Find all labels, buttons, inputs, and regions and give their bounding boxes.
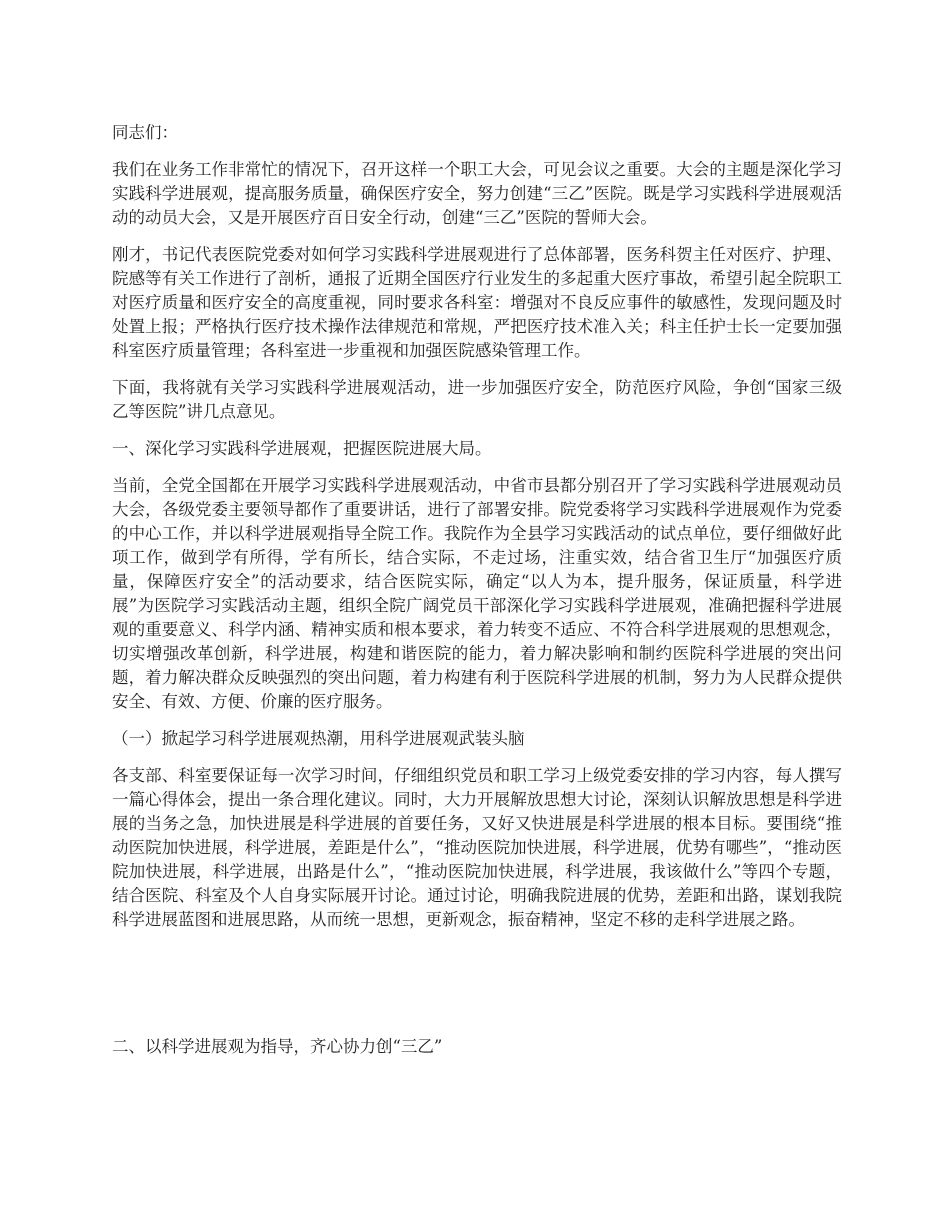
subsection-heading-1: （一）掀起学习科学进展观热潮，用科学进展观武装头脑 bbox=[112, 729, 525, 748]
intro-paragraph: 我们在业务工作非常忙的情况下，召开这样一个职工大会，可见会议之重要。大会的主题是深化学习实践科学进展观，提高服务质量，确保医疗安全，努力创建“三乙”医院。既是学习实践科学进展观活动的动员大会，又是开展医疗百日安全行动，创建“三乙”医院的誓师大会。 bbox=[112, 160, 842, 227]
section-1-paragraph: 当前，全党全国都在开展学习实践科学进展观活动，中省市县都分别召开了学习实践科学进展观动员大会，各级党委主要领导都作了重要讲话，进行了部署安排。院党委将学习实践科学进展观作为党委的中心工作，并以科学进展观指导全院工作。我院作为全县学习实践活动的试点单位，要仔细做好此项工作，做到学有所得，学有所长，结合实际，不走过场，注重实效，结合省卫生厅“加强医疗质量，保障医疗安全”的活动要求，结合医院实际，确定“以人为本，提升服务，保证质量，科学进展”为医院学习实践活动主题，组织全院广阔党员干部深化学习实践科学进展观，准确把握科学进展观的重要意义、科学内涵、精神实质和根本要求，着力转变不适应、不符合科学进展观的思想观念，切实增强改革创新，科学进展，构建和谐医院的能力，着力解决影响和制约医院科学进展的突出问题，着力解决群众反映强烈的突出问题，着力构建有利于医院科学进展的机制，努力为人民群众提供安全、有效、方便、价廉的医疗服务。 bbox=[112, 476, 842, 711]
document-body bbox=[112, 121, 842, 1072]
summary-paragraph: 刚才，书记代表医院党委对如何学习实践科学进展观进行了总体部署，医务科贺主任对医疗、护理、院感等有关工作进行了剖析，通报了近期全国医疗行业发生的多起重大医疗事故，希望引起全院职工对医疗质量和医疗安全的高度重视，同时要求各科室：增强对不良反应事件的敏感性，发现问题及时处置上报；严格执行医疗技术操作法律规范和常规，严把医疗技术准入关；科主任护士长一定要加强科室医疗质量管理；各科室进一步重视和加强医院感染管理工作。 bbox=[112, 245, 842, 360]
section-heading-1: 一、深化学习实践科学进展观，把握医院进展大局。 bbox=[112, 439, 492, 458]
subsection-1-paragraph: 各支部、科室要保证每一次学习时间，仔细组织党员和职工学习上级党委安排的学习内容，每人撰写一篇心得体会，提出一条合理化建议。同时，大力开展解放思想大讨论，深刻认识解放思想是科学进展的当务之急，加快进展是科学进展的首要任务，又好又快进展是科学进展的根本目标。要围绕“推动医院加快进展，科学进展，差距是什么”，“推动医院加快进展，科学进展，优势有哪些”，“推动医院加快进展，科学进展，出路是什么”，“推动医院加快进展，科学进展，我该做什么”等四个专题，结合医院、科室及个人自身实际展开讨论。通过讨论，明确我院进展的优势，差距和出路，谋划我院科学进展蓝图和进展思路，从而统一思想，更新观念，振奋精神，坚定不移的走科学进展之路。 bbox=[112, 766, 842, 929]
salutation: 同志们： bbox=[112, 123, 178, 142]
transition-paragraph: 下面，我将就有关学习实践科学进展观活动，进一步加强医疗安全，防范医疗风险，争创“国家三级乙等医院”讲几点意见。 bbox=[112, 378, 842, 421]
section-heading-2: 二、以科学进展观为指导，齐心协力创“三乙” bbox=[112, 1037, 443, 1056]
